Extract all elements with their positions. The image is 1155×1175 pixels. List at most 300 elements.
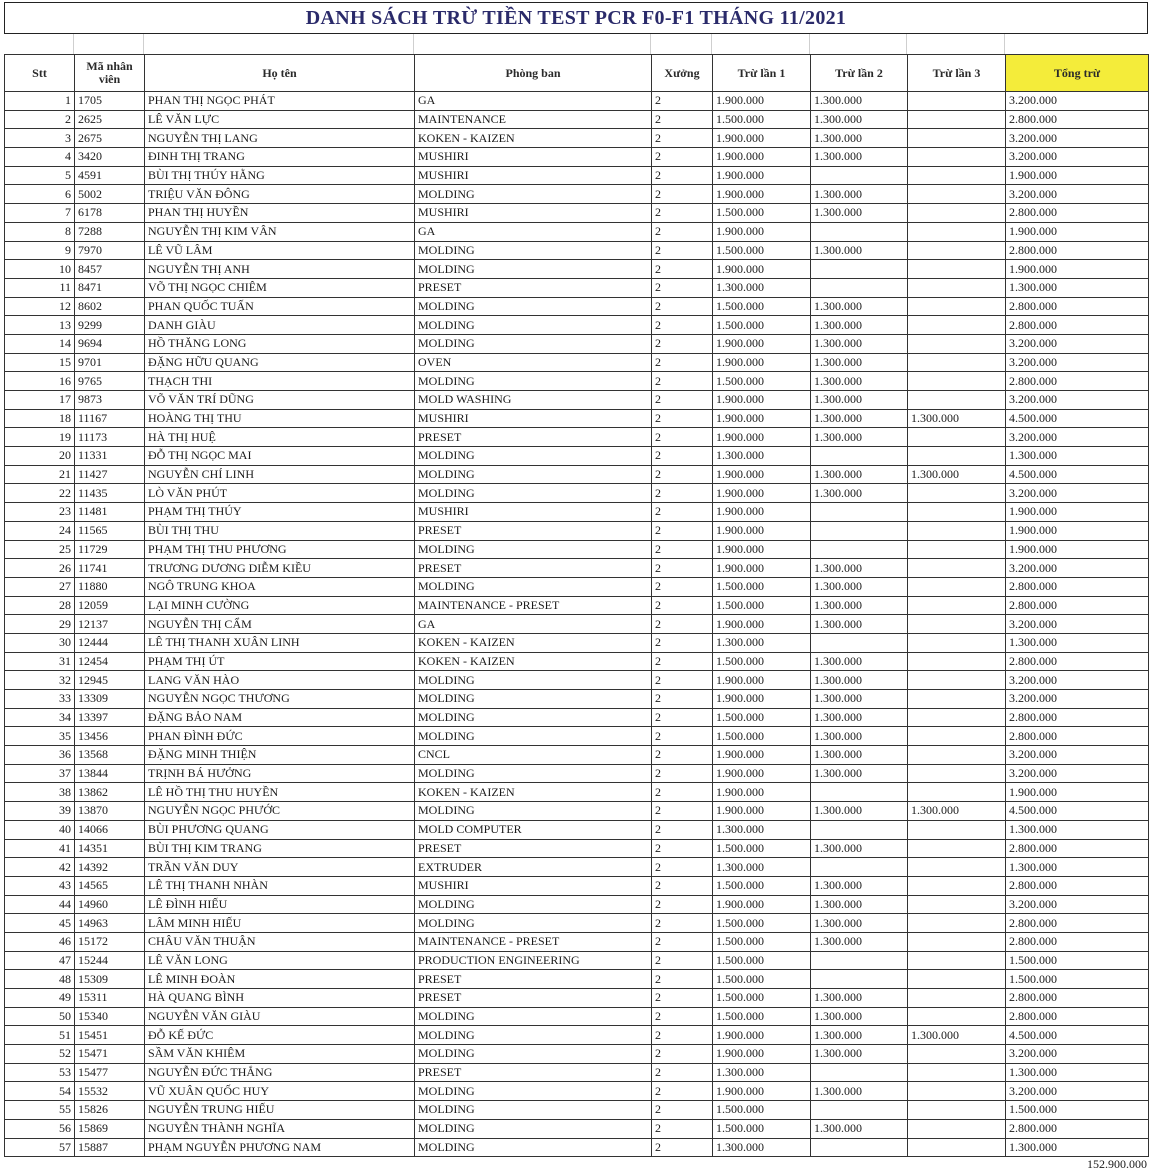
cell-deduction-3 [908, 914, 1006, 933]
cell-deduction-3 [908, 503, 1006, 522]
table-row [5, 185, 1149, 204]
cell-total: 3.200.000 [1006, 353, 1149, 372]
table-row [5, 465, 1149, 484]
cell-workshop: 2 [652, 1082, 713, 1101]
cell-full-name: SẦM VĂN KHIÊM [145, 1045, 415, 1064]
cell-department: MOLDING [415, 895, 652, 914]
cell-deduction-2: 1.300.000 [811, 241, 908, 260]
cell-stt: 9 [5, 241, 75, 260]
cell-total: 1.500.000 [1006, 951, 1149, 970]
cell-total: 1.300.000 [1006, 1138, 1149, 1157]
cell-total: 3.200.000 [1006, 334, 1149, 353]
cell-employee-id: 8471 [75, 278, 145, 297]
cell-total: 3.200.000 [1006, 129, 1149, 148]
cell-stt: 52 [5, 1045, 75, 1064]
cell-stt: 18 [5, 409, 75, 428]
cell-total: 2.800.000 [1006, 110, 1149, 129]
cell-deduction-2 [811, 540, 908, 559]
table-row [5, 297, 1149, 316]
cell-department: MOLDING [415, 1082, 652, 1101]
cell-department: MOLDING [415, 465, 652, 484]
cell-deduction-3 [908, 353, 1006, 372]
deduction-table [4, 54, 1149, 1157]
cell-deduction-2: 1.300.000 [811, 690, 908, 709]
table-row [5, 1082, 1149, 1101]
cell-workshop: 2 [652, 297, 713, 316]
cell-deduction-3 [908, 260, 1006, 279]
cell-full-name: NGUYỄN THỊ ANH [145, 260, 415, 279]
cell-workshop: 2 [652, 577, 713, 596]
cell-workshop: 2 [652, 129, 713, 148]
cell-stt: 48 [5, 970, 75, 989]
table-row [5, 1138, 1149, 1157]
cell-department: OVEN [415, 353, 652, 372]
cell-department: PRESET [415, 559, 652, 578]
cell-workshop: 2 [652, 1007, 713, 1026]
cell-department: MOLDING [415, 1101, 652, 1120]
cell-deduction-1: 1.500.000 [713, 970, 811, 989]
cell-deduction-2: 1.300.000 [811, 764, 908, 783]
cell-deduction-2: 1.300.000 [811, 895, 908, 914]
table-row [5, 540, 1149, 559]
cell-stt: 34 [5, 708, 75, 727]
cell-deduction-1: 1.900.000 [713, 895, 811, 914]
cell-full-name: NGÔ TRUNG KHOA [145, 577, 415, 596]
cell-total: 3.200.000 [1006, 895, 1149, 914]
cell-total: 4.500.000 [1006, 1026, 1149, 1045]
col-header-full-name: Họ tên [145, 55, 415, 92]
cell-total: 3.200.000 [1006, 428, 1149, 447]
cell-stt: 20 [5, 447, 75, 466]
cell-stt: 57 [5, 1138, 75, 1157]
cell-deduction-3 [908, 577, 1006, 596]
cell-deduction-3 [908, 1063, 1006, 1082]
cell-total: 1.500.000 [1006, 1101, 1149, 1120]
cell-department: MUSHIRI [415, 166, 652, 185]
cell-deduction-3: 1.300.000 [908, 1026, 1006, 1045]
cell-workshop: 2 [652, 708, 713, 727]
cell-department: MUSHIRI [415, 503, 652, 522]
cell-department: MOLDING [415, 914, 652, 933]
cell-workshop: 2 [652, 1063, 713, 1082]
cell-workshop: 2 [652, 596, 713, 615]
cell-deduction-1: 1.900.000 [713, 260, 811, 279]
cell-total: 3.200.000 [1006, 615, 1149, 634]
cell-employee-id: 11173 [75, 428, 145, 447]
cell-full-name: NGUYỄN NGỌC THƯƠNG [145, 690, 415, 709]
cell-workshop: 2 [652, 690, 713, 709]
cell-stt: 28 [5, 596, 75, 615]
cell-stt: 7 [5, 204, 75, 223]
cell-total: 2.800.000 [1006, 727, 1149, 746]
cell-employee-id: 13568 [75, 746, 145, 765]
cell-employee-id: 15887 [75, 1138, 145, 1157]
cell-employee-id: 15826 [75, 1101, 145, 1120]
cell-deduction-1: 1.500.000 [713, 241, 811, 260]
cell-stt: 37 [5, 764, 75, 783]
cell-total: 3.200.000 [1006, 484, 1149, 503]
cell-full-name: NGUYỄN THỊ CẨM [145, 615, 415, 634]
cell-full-name: NGUYỄN VĂN GIÀU [145, 1007, 415, 1026]
cell-department: MUSHIRI [415, 876, 652, 895]
cell-full-name: ĐỖ THỊ NGỌC MAI [145, 447, 415, 466]
cell-full-name: BÙI THỊ THÚY HẰNG [145, 166, 415, 185]
cell-deduction-1: 1.500.000 [713, 932, 811, 951]
cell-stt: 26 [5, 559, 75, 578]
cell-full-name: TRẦN VĂN DUY [145, 858, 415, 877]
cell-deduction-1: 1.300.000 [713, 633, 811, 652]
cell-stt: 23 [5, 503, 75, 522]
cell-full-name: ĐINH THỊ TRANG [145, 148, 415, 167]
cell-deduction-2: 1.300.000 [811, 876, 908, 895]
cell-deduction-3 [908, 596, 1006, 615]
cell-total: 1.500.000 [1006, 970, 1149, 989]
cell-deduction-2: 1.300.000 [811, 185, 908, 204]
cell-workshop: 2 [652, 1138, 713, 1157]
table-row [5, 615, 1149, 634]
table-row [5, 951, 1149, 970]
cell-workshop: 2 [652, 951, 713, 970]
table-row [5, 970, 1149, 989]
cell-department: CNCL [415, 746, 652, 765]
cell-employee-id: 11435 [75, 484, 145, 503]
cell-employee-id: 1705 [75, 92, 145, 111]
cell-full-name: LÊ HỒ THỊ THU HUYỀN [145, 783, 415, 802]
cell-full-name: LÊ ĐÌNH HIẾU [145, 895, 415, 914]
cell-deduction-1: 1.900.000 [713, 428, 811, 447]
cell-deduction-2: 1.300.000 [811, 465, 908, 484]
cell-workshop: 2 [652, 652, 713, 671]
table-row [5, 241, 1149, 260]
table-row [5, 447, 1149, 466]
cell-total: 2.800.000 [1006, 989, 1149, 1008]
cell-department: MOLDING [415, 484, 652, 503]
cell-full-name: HÀ QUANG BÌNH [145, 989, 415, 1008]
cell-deduction-3 [908, 185, 1006, 204]
cell-stt: 8 [5, 222, 75, 241]
cell-total: 1.300.000 [1006, 1063, 1149, 1082]
cell-deduction-1: 1.500.000 [713, 204, 811, 223]
cell-total: 4.500.000 [1006, 409, 1149, 428]
cell-stt: 31 [5, 652, 75, 671]
cell-deduction-3: 1.300.000 [908, 802, 1006, 821]
cell-total: 1.900.000 [1006, 222, 1149, 241]
cell-full-name: NGUYỄN NGỌC PHƯỚC [145, 802, 415, 821]
cell-department: MOLDING [415, 1045, 652, 1064]
cell-employee-id: 8602 [75, 297, 145, 316]
col-header-workshop: Xưởng [652, 55, 713, 92]
cell-department: GA [415, 222, 652, 241]
cell-department: MAINTENANCE - PRESET [415, 932, 652, 951]
table-row [5, 260, 1149, 279]
cell-deduction-2: 1.300.000 [811, 932, 908, 951]
cell-full-name: VÕ VĂN TRÍ DŨNG [145, 391, 415, 410]
cell-stt: 12 [5, 297, 75, 316]
cell-deduction-1: 1.500.000 [713, 596, 811, 615]
cell-employee-id: 12454 [75, 652, 145, 671]
table-row [5, 129, 1149, 148]
cell-deduction-3 [908, 951, 1006, 970]
cell-deduction-3 [908, 932, 1006, 951]
cell-deduction-3 [908, 1101, 1006, 1120]
cell-workshop: 2 [652, 895, 713, 914]
cell-total: 1.300.000 [1006, 278, 1149, 297]
table-row [5, 783, 1149, 802]
cell-deduction-2 [811, 1138, 908, 1157]
cell-workshop: 2 [652, 484, 713, 503]
cell-deduction-2 [811, 858, 908, 877]
cell-deduction-1: 1.500.000 [713, 297, 811, 316]
cell-department: MOLDING [415, 297, 652, 316]
cell-employee-id: 14351 [75, 839, 145, 858]
cell-stt: 32 [5, 671, 75, 690]
cell-stt: 14 [5, 334, 75, 353]
cell-deduction-3 [908, 222, 1006, 241]
cell-full-name: BÙI THỊ THU [145, 521, 415, 540]
cell-deduction-1: 1.500.000 [713, 372, 811, 391]
cell-workshop: 2 [652, 185, 713, 204]
cell-department: MOLDING [415, 764, 652, 783]
cell-deduction-3 [908, 764, 1006, 783]
cell-department: PRODUCTION ENGINEERING [415, 951, 652, 970]
cell-full-name: NGUYỄN ĐỨC THẮNG [145, 1063, 415, 1082]
cell-employee-id: 12444 [75, 633, 145, 652]
cell-workshop: 2 [652, 876, 713, 895]
cell-full-name: DANH GIÀU [145, 316, 415, 335]
col-header-deduction-3: Trừ lần 3 [908, 55, 1006, 92]
cell-total: 1.900.000 [1006, 521, 1149, 540]
cell-workshop: 2 [652, 540, 713, 559]
table-row [5, 559, 1149, 578]
cell-deduction-2: 1.300.000 [811, 1026, 908, 1045]
cell-deduction-3 [908, 690, 1006, 709]
cell-deduction-2: 1.300.000 [811, 204, 908, 223]
cell-employee-id: 13844 [75, 764, 145, 783]
cell-deduction-3 [908, 746, 1006, 765]
cell-total: 1.900.000 [1006, 166, 1149, 185]
cell-employee-id: 11729 [75, 540, 145, 559]
cell-stt: 46 [5, 932, 75, 951]
cell-full-name: BÙI THỊ KIM TRANG [145, 839, 415, 858]
cell-workshop: 2 [652, 820, 713, 839]
cell-stt: 3 [5, 129, 75, 148]
cell-workshop: 2 [652, 671, 713, 690]
cell-deduction-3 [908, 297, 1006, 316]
cell-workshop: 2 [652, 503, 713, 522]
cell-stt: 13 [5, 316, 75, 335]
cell-deduction-1: 1.500.000 [713, 652, 811, 671]
cell-deduction-1: 1.900.000 [713, 671, 811, 690]
cell-deduction-2: 1.300.000 [811, 297, 908, 316]
cell-deduction-1: 1.500.000 [713, 316, 811, 335]
col-header-department: Phòng ban [415, 55, 652, 92]
cell-full-name: TRƯƠNG DƯƠNG DIỄM KIỀU [145, 559, 415, 578]
cell-employee-id: 15311 [75, 989, 145, 1008]
table-row [5, 690, 1149, 709]
cell-workshop: 2 [652, 1119, 713, 1138]
cell-full-name: LÂM MINH HIẾU [145, 914, 415, 933]
cell-deduction-2 [811, 278, 908, 297]
cell-employee-id: 7970 [75, 241, 145, 260]
cell-workshop: 2 [652, 334, 713, 353]
cell-full-name: NGUYỄN THÀNH NGHĨA [145, 1119, 415, 1138]
cell-full-name: PHẠM NGUYỄN PHƯƠNG NAM [145, 1138, 415, 1157]
cell-deduction-1: 1.900.000 [713, 746, 811, 765]
cell-deduction-3 [908, 166, 1006, 185]
cell-stt: 44 [5, 895, 75, 914]
cell-deduction-3 [908, 372, 1006, 391]
table-row [5, 334, 1149, 353]
cell-deduction-2 [811, 260, 908, 279]
cell-deduction-1: 1.900.000 [713, 391, 811, 410]
cell-employee-id: 15532 [75, 1082, 145, 1101]
cell-deduction-1: 1.900.000 [713, 540, 811, 559]
cell-stt: 45 [5, 914, 75, 933]
cell-deduction-1: 1.300.000 [713, 1138, 811, 1157]
cell-deduction-3 [908, 428, 1006, 447]
cell-employee-id: 3420 [75, 148, 145, 167]
cell-total: 3.200.000 [1006, 185, 1149, 204]
blank-spacer-row [4, 34, 1148, 54]
cell-stt: 42 [5, 858, 75, 877]
cell-stt: 33 [5, 690, 75, 709]
cell-employee-id: 2625 [75, 110, 145, 129]
cell-employee-id: 15477 [75, 1063, 145, 1082]
cell-deduction-2: 1.300.000 [811, 409, 908, 428]
cell-workshop: 2 [652, 92, 713, 111]
cell-workshop: 2 [652, 278, 713, 297]
cell-department: MOLD WASHING [415, 391, 652, 410]
cell-deduction-3 [908, 447, 1006, 466]
cell-deduction-1: 1.900.000 [713, 1026, 811, 1045]
cell-total: 2.800.000 [1006, 316, 1149, 335]
cell-department: KOKEN - KAIZEN [415, 783, 652, 802]
cell-deduction-2: 1.300.000 [811, 708, 908, 727]
cell-employee-id: 9694 [75, 334, 145, 353]
cell-full-name: LÊ VĂN LỰC [145, 110, 415, 129]
cell-stt: 50 [5, 1007, 75, 1026]
col-header-total: Tổng trừ [1006, 55, 1149, 92]
cell-department: KOKEN - KAIZEN [415, 633, 652, 652]
cell-total: 2.800.000 [1006, 1119, 1149, 1138]
cell-deduction-2 [811, 521, 908, 540]
cell-department: MOLDING [415, 447, 652, 466]
cell-deduction-2 [811, 1101, 908, 1120]
cell-full-name: LANG VĂN HÀO [145, 671, 415, 690]
cell-total: 3.200.000 [1006, 391, 1149, 410]
cell-employee-id: 14392 [75, 858, 145, 877]
table-header-row [5, 55, 1149, 92]
table-row [5, 764, 1149, 783]
cell-total: 2.800.000 [1006, 708, 1149, 727]
cell-department: PRESET [415, 970, 652, 989]
cell-deduction-1: 1.500.000 [713, 708, 811, 727]
cell-employee-id: 9701 [75, 353, 145, 372]
cell-deduction-3 [908, 92, 1006, 111]
table-row [5, 577, 1149, 596]
cell-department: MOLDING [415, 316, 652, 335]
cell-workshop: 2 [652, 148, 713, 167]
cell-deduction-3 [908, 334, 1006, 353]
cell-stt: 15 [5, 353, 75, 372]
cell-employee-id: 14066 [75, 820, 145, 839]
cell-deduction-3 [908, 839, 1006, 858]
cell-employee-id: 11167 [75, 409, 145, 428]
cell-deduction-1: 1.900.000 [713, 148, 811, 167]
cell-stt: 25 [5, 540, 75, 559]
cell-deduction-2 [811, 503, 908, 522]
table-row [5, 409, 1149, 428]
table-row [5, 802, 1149, 821]
cell-stt: 51 [5, 1026, 75, 1045]
cell-department: MOLDING [415, 334, 652, 353]
cell-deduction-1: 1.500.000 [713, 951, 811, 970]
cell-stt: 17 [5, 391, 75, 410]
cell-total: 3.200.000 [1006, 148, 1149, 167]
cell-deduction-3 [908, 1138, 1006, 1157]
cell-deduction-1: 1.500.000 [713, 839, 811, 858]
cell-employee-id: 11565 [75, 521, 145, 540]
cell-workshop: 2 [652, 1045, 713, 1064]
cell-deduction-2: 1.300.000 [811, 92, 908, 111]
cell-total: 2.800.000 [1006, 1007, 1149, 1026]
cell-workshop: 2 [652, 559, 713, 578]
cell-deduction-2: 1.300.000 [811, 484, 908, 503]
cell-full-name: LÊ MINH ĐOÀN [145, 970, 415, 989]
cell-employee-id: 4591 [75, 166, 145, 185]
cell-total: 3.200.000 [1006, 559, 1149, 578]
cell-deduction-3 [908, 783, 1006, 802]
cell-full-name: LÊ VŨ LÂM [145, 241, 415, 260]
cell-total: 3.200.000 [1006, 1045, 1149, 1064]
cell-full-name: LẠI MINH CƯỜNG [145, 596, 415, 615]
cell-workshop: 2 [652, 615, 713, 634]
cell-total: 1.900.000 [1006, 540, 1149, 559]
cell-total: 2.800.000 [1006, 914, 1149, 933]
cell-department: GA [415, 92, 652, 111]
cell-total: 2.800.000 [1006, 596, 1149, 615]
table-row [5, 932, 1149, 951]
cell-workshop: 2 [652, 353, 713, 372]
cell-stt: 27 [5, 577, 75, 596]
cell-deduction-1: 1.900.000 [713, 409, 811, 428]
cell-full-name: PHẠM THỊ ÚT [145, 652, 415, 671]
cell-stt: 10 [5, 260, 75, 279]
cell-deduction-2 [811, 222, 908, 241]
cell-employee-id: 9765 [75, 372, 145, 391]
cell-workshop: 2 [652, 260, 713, 279]
cell-deduction-1: 1.900.000 [713, 484, 811, 503]
cell-full-name: NGUYỄN CHÍ LINH [145, 465, 415, 484]
cell-employee-id: 5002 [75, 185, 145, 204]
cell-deduction-2: 1.300.000 [811, 428, 908, 447]
cell-employee-id: 8457 [75, 260, 145, 279]
cell-deduction-2: 1.300.000 [811, 1045, 908, 1064]
cell-total: 2.800.000 [1006, 876, 1149, 895]
cell-workshop: 2 [652, 839, 713, 858]
cell-deduction-1: 1.900.000 [713, 334, 811, 353]
cell-deduction-2: 1.300.000 [811, 914, 908, 933]
cell-employee-id: 11741 [75, 559, 145, 578]
cell-employee-id: 15172 [75, 932, 145, 951]
cell-deduction-3 [908, 633, 1006, 652]
cell-total: 4.500.000 [1006, 802, 1149, 821]
cell-employee-id: 15869 [75, 1119, 145, 1138]
cell-full-name: THẠCH THI [145, 372, 415, 391]
table-row [5, 1026, 1149, 1045]
cell-deduction-3 [908, 484, 1006, 503]
cell-stt: 4 [5, 148, 75, 167]
